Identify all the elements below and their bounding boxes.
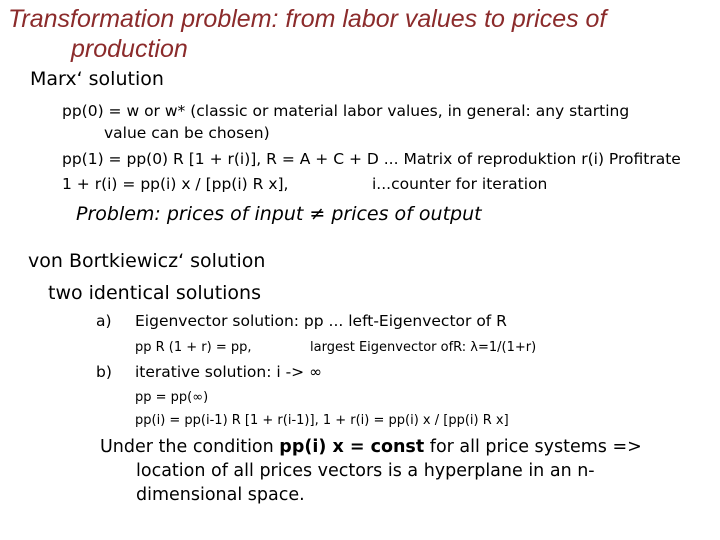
slide-title <box>8 4 708 64</box>
marx-line-3: pp(1) = pp(0) R [1 + r(i)], R = A + C + D ... Matrix of reproduktion r(i) Profitrate <box>62 150 681 168</box>
marx-line-1: pp(0) = w or w* (classic or material labor values, in general: any starting <box>62 102 630 120</box>
problem-statement: Problem: prices of input ≠ prices of output <box>76 203 482 225</box>
title-line-2: production <box>71 35 188 63</box>
item-b-marker: b) <box>96 363 112 381</box>
item-a-equation-2: largest Eigenvector ofR: λ=1/(1+r) <box>310 340 537 355</box>
condition-prefix: Under the condition <box>100 437 280 457</box>
marx-line-2: value can be chosen) <box>104 124 270 142</box>
item-a-text: Eigenvector solution: pp ... left-Eigenvector of R <box>135 312 507 330</box>
condition-line-1 <box>100 437 642 457</box>
condition-suffix: for all price systems => <box>424 437 642 457</box>
item-b-equation-2: pp(i) = pp(i-1) R [1 + r(i-1)], 1 + r(i) = pp(i) x / [pp(i) R x] <box>135 413 509 428</box>
item-b-text: iterative solution: i -> ∞ <box>135 363 322 381</box>
bortkiewicz-heading: von Bortkiewicz‘ solution <box>28 250 266 272</box>
item-a-equation-1: pp R (1 + r) = pp, <box>135 340 252 355</box>
condition-formula: pp(i) x = const <box>279 437 425 457</box>
title-line-1: Transformation problem: from labor values to prices of <box>8 5 607 33</box>
item-a-marker: a) <box>96 312 112 330</box>
condition-line-3: dimensional space. <box>136 485 305 505</box>
item-b-equation-1: pp = pp(∞) <box>135 390 209 405</box>
condition-line-2: location of all prices vectors is a hyperplane in an n- <box>136 461 595 481</box>
marx-line-4b: i...counter for iteration <box>372 175 548 193</box>
marx-line-4a: 1 + r(i) = pp(i) x / [pp(i) R x], <box>62 175 289 193</box>
bortkiewicz-subheading: two identical solutions <box>48 282 261 304</box>
marx-heading: Marx‘ solution <box>30 68 164 90</box>
